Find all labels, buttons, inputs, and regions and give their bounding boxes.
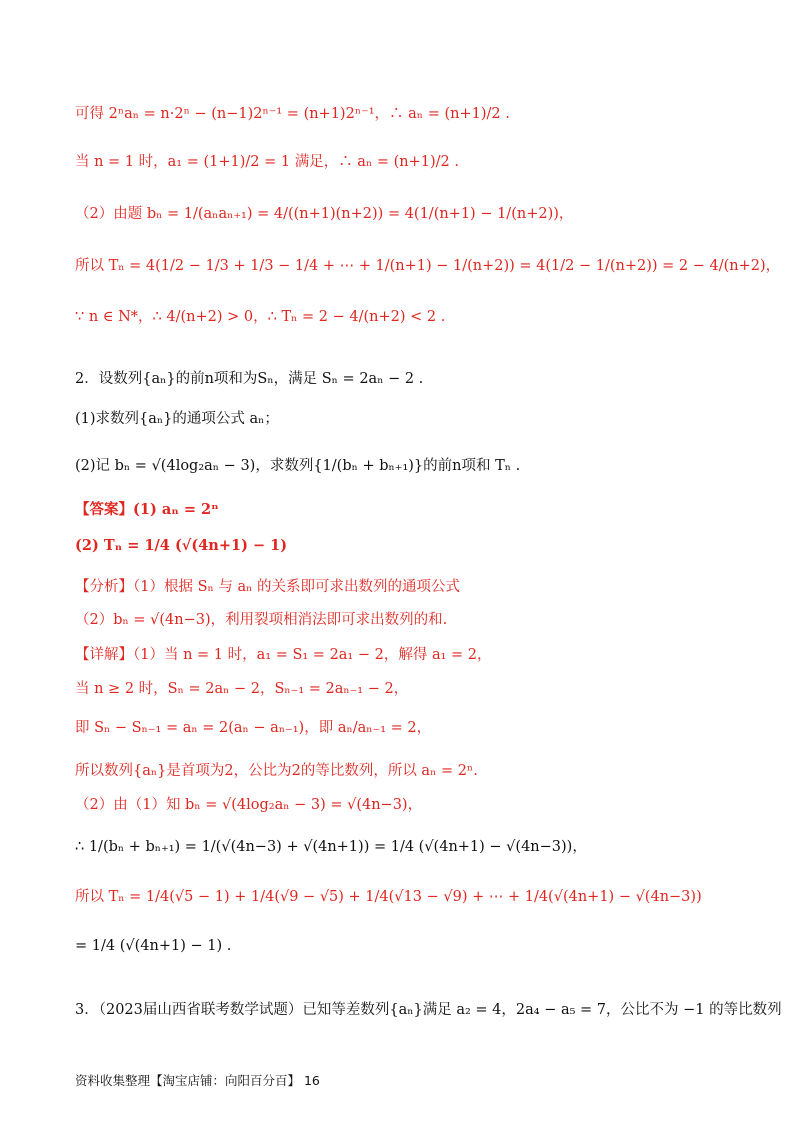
line-text: 2．设数列{aₙ}的前n项和为Sₙ，满足 Sₙ = 2aₙ − 2 .	[75, 371, 424, 387]
line-text: 当 n = 1 时，a₁ = (1+1)/2 = 1 满足，∴ aₙ = (n+1)/2 .	[75, 154, 459, 170]
analysis-line-1	[75, 577, 740, 597]
solution-line-1	[75, 104, 740, 124]
line-text: （2）由题 bₙ = 1/(aₙaₙ₊₁) = 4/((n+1)(n+2)) = 4(1/(n+1) − 1/(n+2))，	[75, 206, 574, 222]
solution-part-2-line	[75, 204, 740, 224]
detail-line-4	[75, 761, 740, 781]
detail-line-1	[75, 645, 740, 665]
line-text: 【详解】（1）当 n = 1 时，a₁ = S₁ = 2a₁ − 2，解得 a₁ = 2，	[75, 647, 492, 663]
detail-fraction-line	[75, 837, 740, 857]
line-text: 【答案】(1) aₙ = 2ⁿ	[75, 501, 219, 518]
problem-2-part-2	[75, 456, 740, 476]
detail-sum-line	[75, 887, 740, 907]
line-text: 所以 Tₙ = 1/4(√5 − 1) + 1/4(√9 − √5) + 1/4(√13 − √9) + ⋯ + 1/4(√(4n+1) − √(4n−3))	[75, 889, 702, 905]
solution-conclusion-line	[75, 307, 740, 327]
answer-line-2	[75, 536, 740, 556]
line-text: ∴ 1/(bₙ + bₙ₊₁) = 1/(√(4n−3) + √(4n+1)) = 1/4 (√(4n+1) − √(4n−3))，	[75, 839, 587, 855]
page-footer: 资料收集整理【淘宝店铺：向阳百分百】 16	[75, 1073, 320, 1088]
line-text: (2) Tₙ = 1/4 (√(4n+1) − 1)	[75, 537, 288, 554]
line-text: 即 Sₙ − Sₙ₋₁ = aₙ = 2(aₙ − aₙ₋₁)，即 aₙ/aₙ₋₁ = 2，	[75, 720, 432, 736]
detail-line-3	[75, 718, 740, 738]
solution-sum-line	[75, 256, 781, 276]
line-text: 所以 Tₙ = 4(1/2 − 1/3 + 1/3 − 1/4 + ⋯ + 1/(n+1) − 1/(n+2)) = 4(1/2 − 1/(n+2)) = 2 − 4/(n+2)，	[75, 258, 781, 274]
analysis-line-2	[75, 610, 740, 630]
problem-2-statement	[75, 369, 740, 389]
solution-line-2	[75, 152, 740, 172]
detail-result-line	[75, 936, 740, 956]
detail-part-2-line	[75, 795, 740, 815]
line-text: (2)记 bₙ = √(4log₂aₙ − 3)，求数列{1/(bₙ + bₙ₊₁)}的前n项和 Tₙ .	[75, 458, 521, 474]
line-text: (1)求数列{aₙ}的通项公式 aₙ；	[75, 411, 279, 427]
line-text: 3．（2023届山西省联考数学试题）已知等差数列{aₙ}满足 a₂ = 4，2a₄ − a₅ = 7，公比不为 −1 的等比数列	[75, 1002, 782, 1018]
detail-line-2	[75, 679, 740, 699]
line-text: ∵ n ∈ N*，∴ 4/(n+2) > 0，∴ Tₙ = 2 − 4/(n+2) < 2 .	[75, 309, 446, 325]
line-text: 【分析】（1）根据 Sₙ 与 aₙ 的关系即可求出数列的通项公式	[75, 579, 461, 595]
line-text: 当 n ≥ 2 时，Sₙ = 2aₙ − 2，Sₙ₋₁ = 2aₙ₋₁ − 2，	[75, 681, 409, 697]
line-text: 所以数列{aₙ}是首项为2，公比为2的等比数列，所以 aₙ = 2ⁿ.	[75, 763, 478, 779]
line-text: （2）由（1）知 bₙ = √(4log₂aₙ − 3) = √(4n−3)，	[75, 797, 423, 813]
problem-2-part-1	[75, 409, 740, 429]
line-text: 可得 2ⁿaₙ = n·2ⁿ − (n−1)2ⁿ⁻¹ = (n+1)2ⁿ⁻¹，∴ aₙ = (n+1)/2 .	[75, 106, 510, 122]
problem-3-statement	[75, 1000, 782, 1020]
line-text: = 1/4 (√(4n+1) − 1) .	[75, 938, 232, 954]
answer-line-1	[75, 500, 740, 520]
line-text: （2）bₙ = √(4n−3)，利用裂项相消法即可求出数列的和.	[75, 612, 448, 628]
